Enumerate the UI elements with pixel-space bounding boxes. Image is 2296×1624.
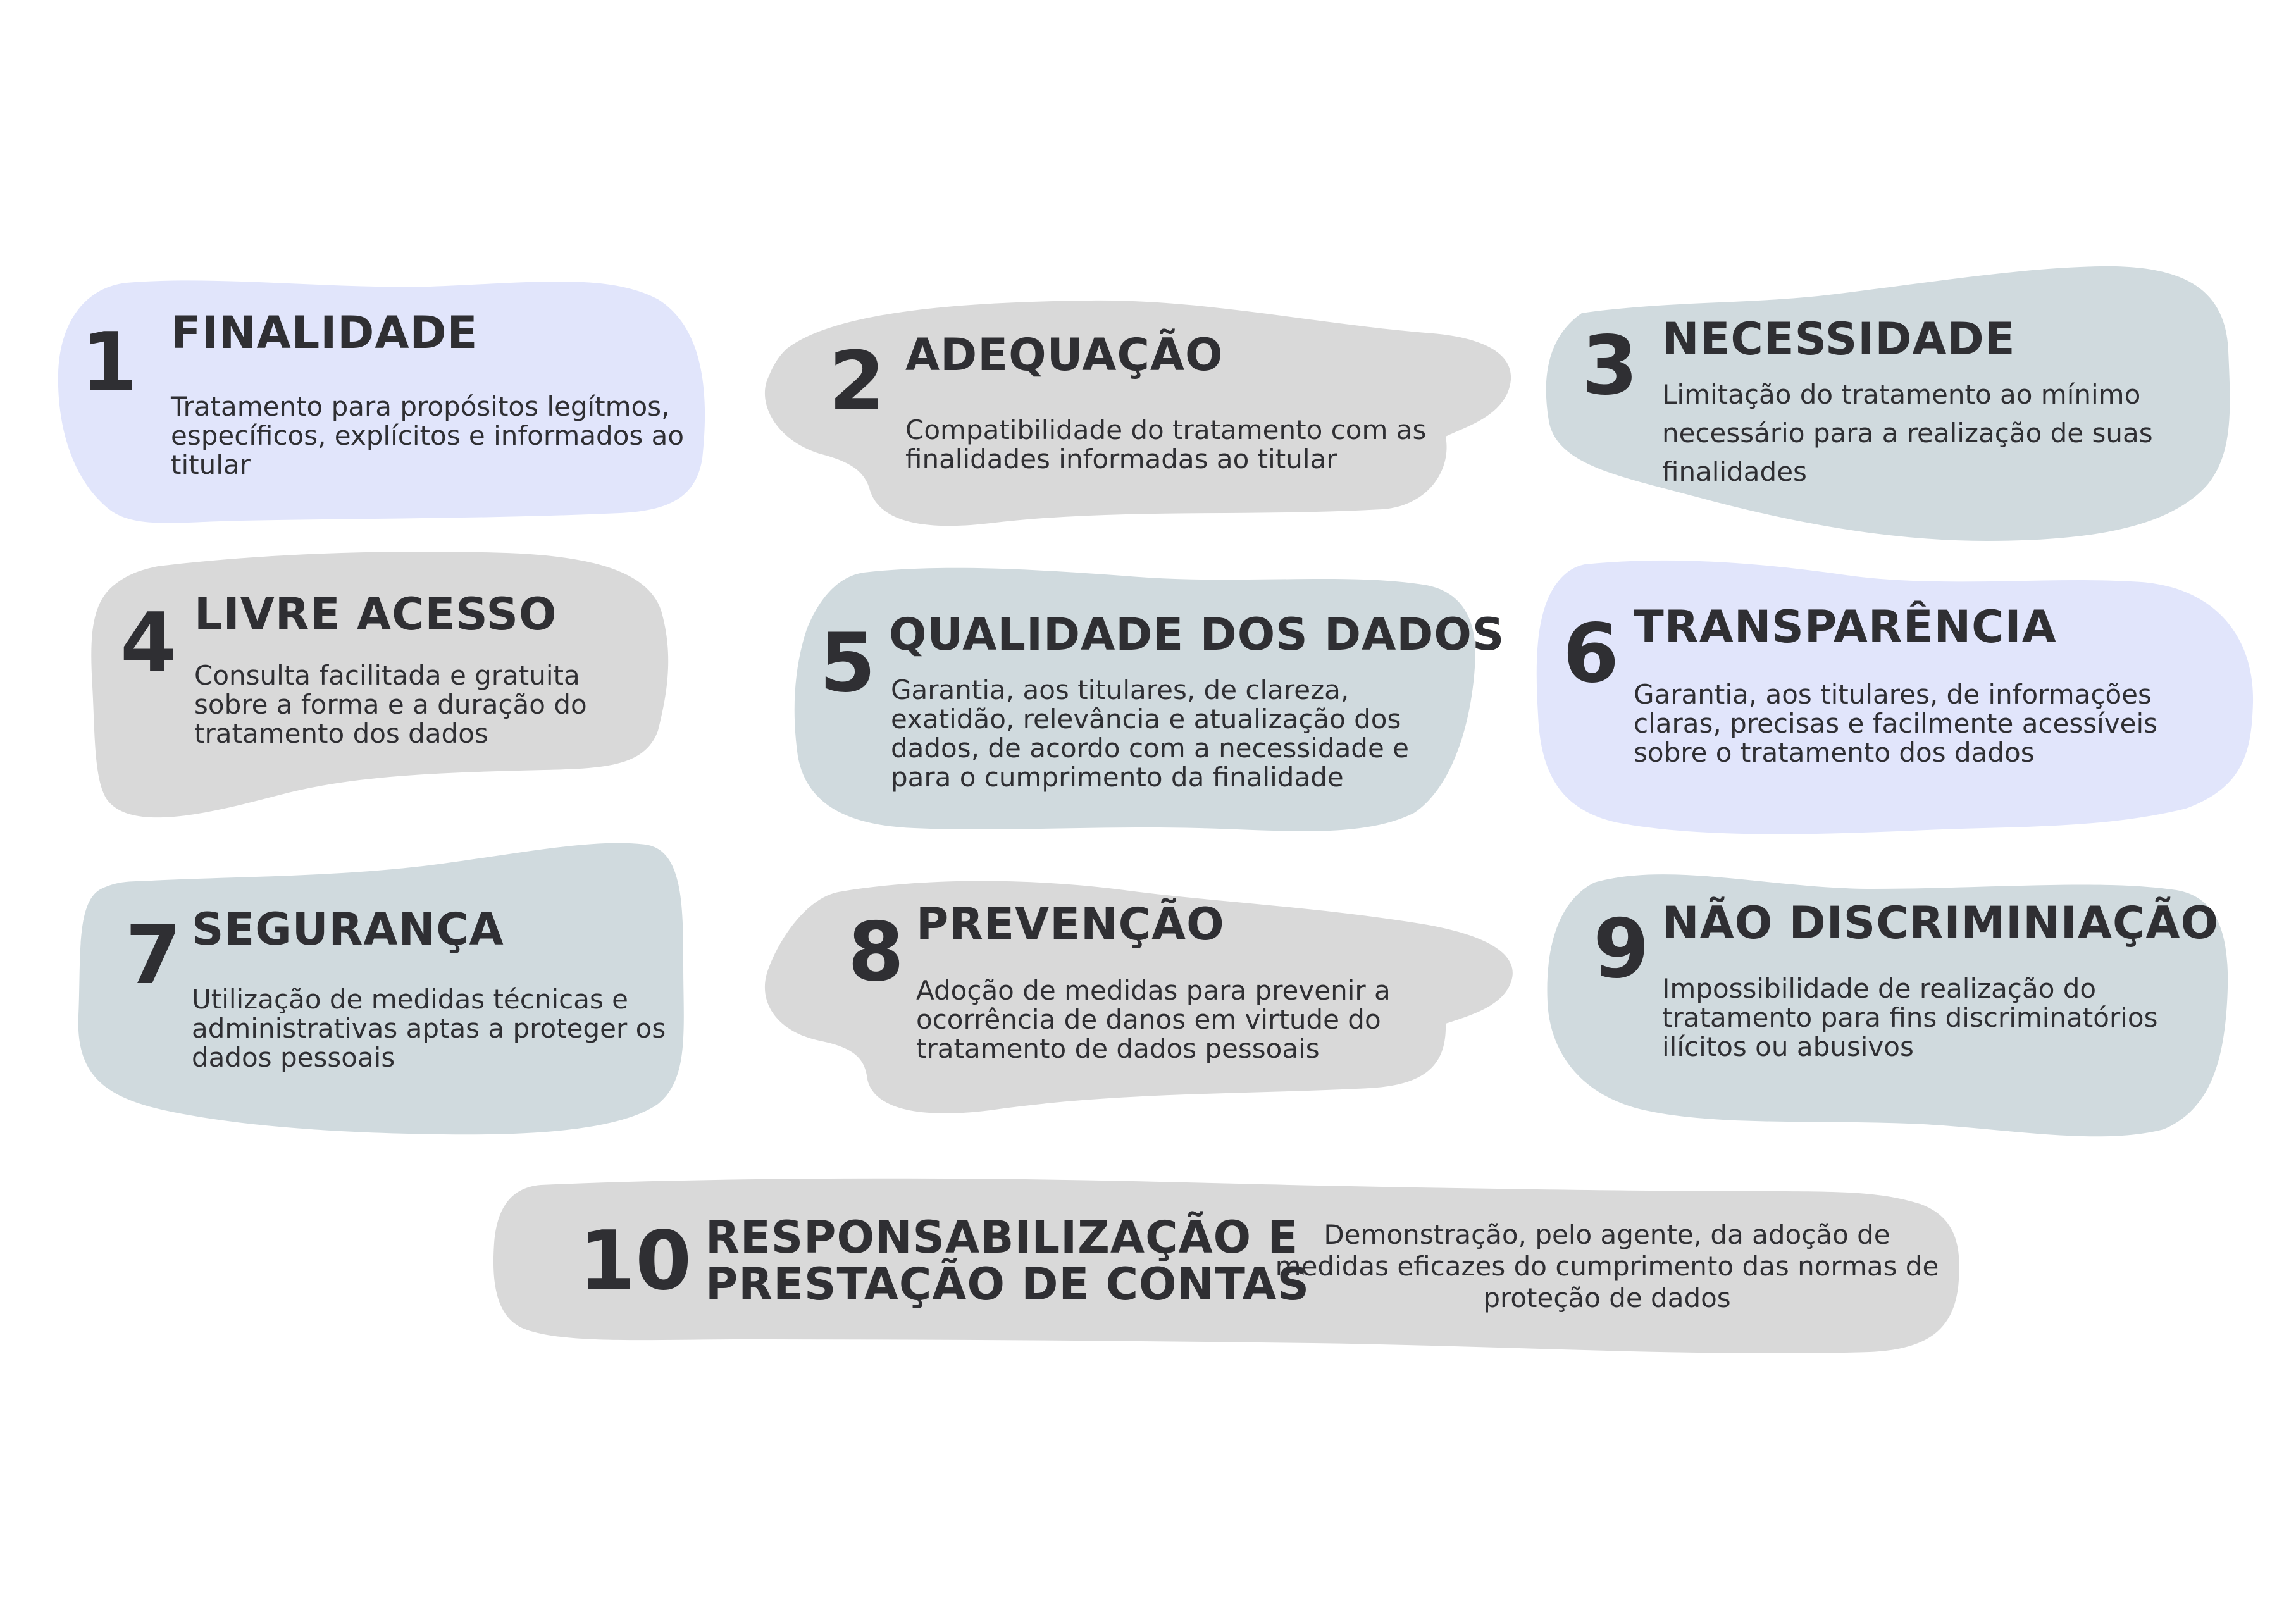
principle-title-line: PRESTAÇÃO DE CONTAS [705,1258,1310,1310]
principle-number: 6 [1563,607,1620,701]
principle-card-3 [1544,263,2233,544]
principle-description: Compatibilidade do tratamento com as finalidades informadas ao titular [905,414,1427,474]
principle-number: 1 [81,316,138,410]
principle-title: TRANSPARÊNCIA [1634,601,2057,653]
principle-card-2 [762,288,1515,535]
principle-description: Impossibilidade de realização do tratamento para fins discriminatórios ilícitos ou abusivos [1662,973,2158,1062]
principle-title [705,1212,1310,1310]
principle-title: PREVENÇÃO [916,898,1225,950]
principle-card-7 [76,838,690,1136]
principle-title: LIVRE ACESSO [194,588,557,640]
principle-title-line: RESPONSABILIZAÇÃO E [705,1212,1299,1263]
principle-number: 4 [120,596,177,690]
principle-card-10 [490,1174,1961,1354]
principle-title: NÃO DISCRIMINIAÇÃO [1662,897,2219,949]
principle-title: NECESSIDADE [1662,313,2016,365]
principle-card-6 [1534,550,2256,838]
principle-number: 2 [829,335,886,429]
principle-card-8 [762,879,1515,1117]
principle-description: Consulta facilitada e gratuita sobre a forma e a duração do tratamento dos dados [194,660,587,749]
principle-description: Tratamento para propósitos legítmos, específicos, explícitos e informados ao titular [171,391,685,480]
principle-number: 3 [1582,319,1639,413]
principle-description: Demonstração, pelo agente, da adoção de medidas eficazes do cumprimento das normas de proteção de dados [1275,1219,1939,1313]
principle-title: ADEQUAÇÃO [905,329,1224,381]
principle-number: 8 [848,905,905,1000]
principle-number: 7 [125,908,182,1003]
principle-card-1 [51,269,715,535]
principle-title: QUALIDADE DOS DADOS [889,609,1505,660]
principle-card-5 [794,560,1505,838]
principle-title: FINALIDADE [171,307,478,359]
principle-description: Utilização de medidas técnicas e administrativas aptas a proteger os dados pessoais [192,984,666,1073]
principle-description: Garantia, aos titulares, de clareza, exatidão, relevância e atualização dos dados, de acordo com a necessidade e para o cumprimento da finalidade [891,674,1409,793]
principle-description: Adoção de medidas para prevenir a ocorrência de danos em virtude do tratamento de dados pessoais [916,975,1391,1064]
principle-number: 10 [579,1214,692,1308]
principle-description: Limitação do tratamento ao mínimo necessário para a realização de suas finalidades [1662,379,2153,487]
principle-card-4 [89,547,671,826]
principle-card-9 [1544,864,2233,1142]
principle-title: SEGURANÇA [192,903,504,955]
principle-number: 9 [1593,902,1650,996]
principle-number: 5 [819,616,876,710]
principle-description: Garantia, aos titulares, de informações claras, precisas e facilmente acessíveis sobre o tratamento dos dados [1634,679,2158,768]
